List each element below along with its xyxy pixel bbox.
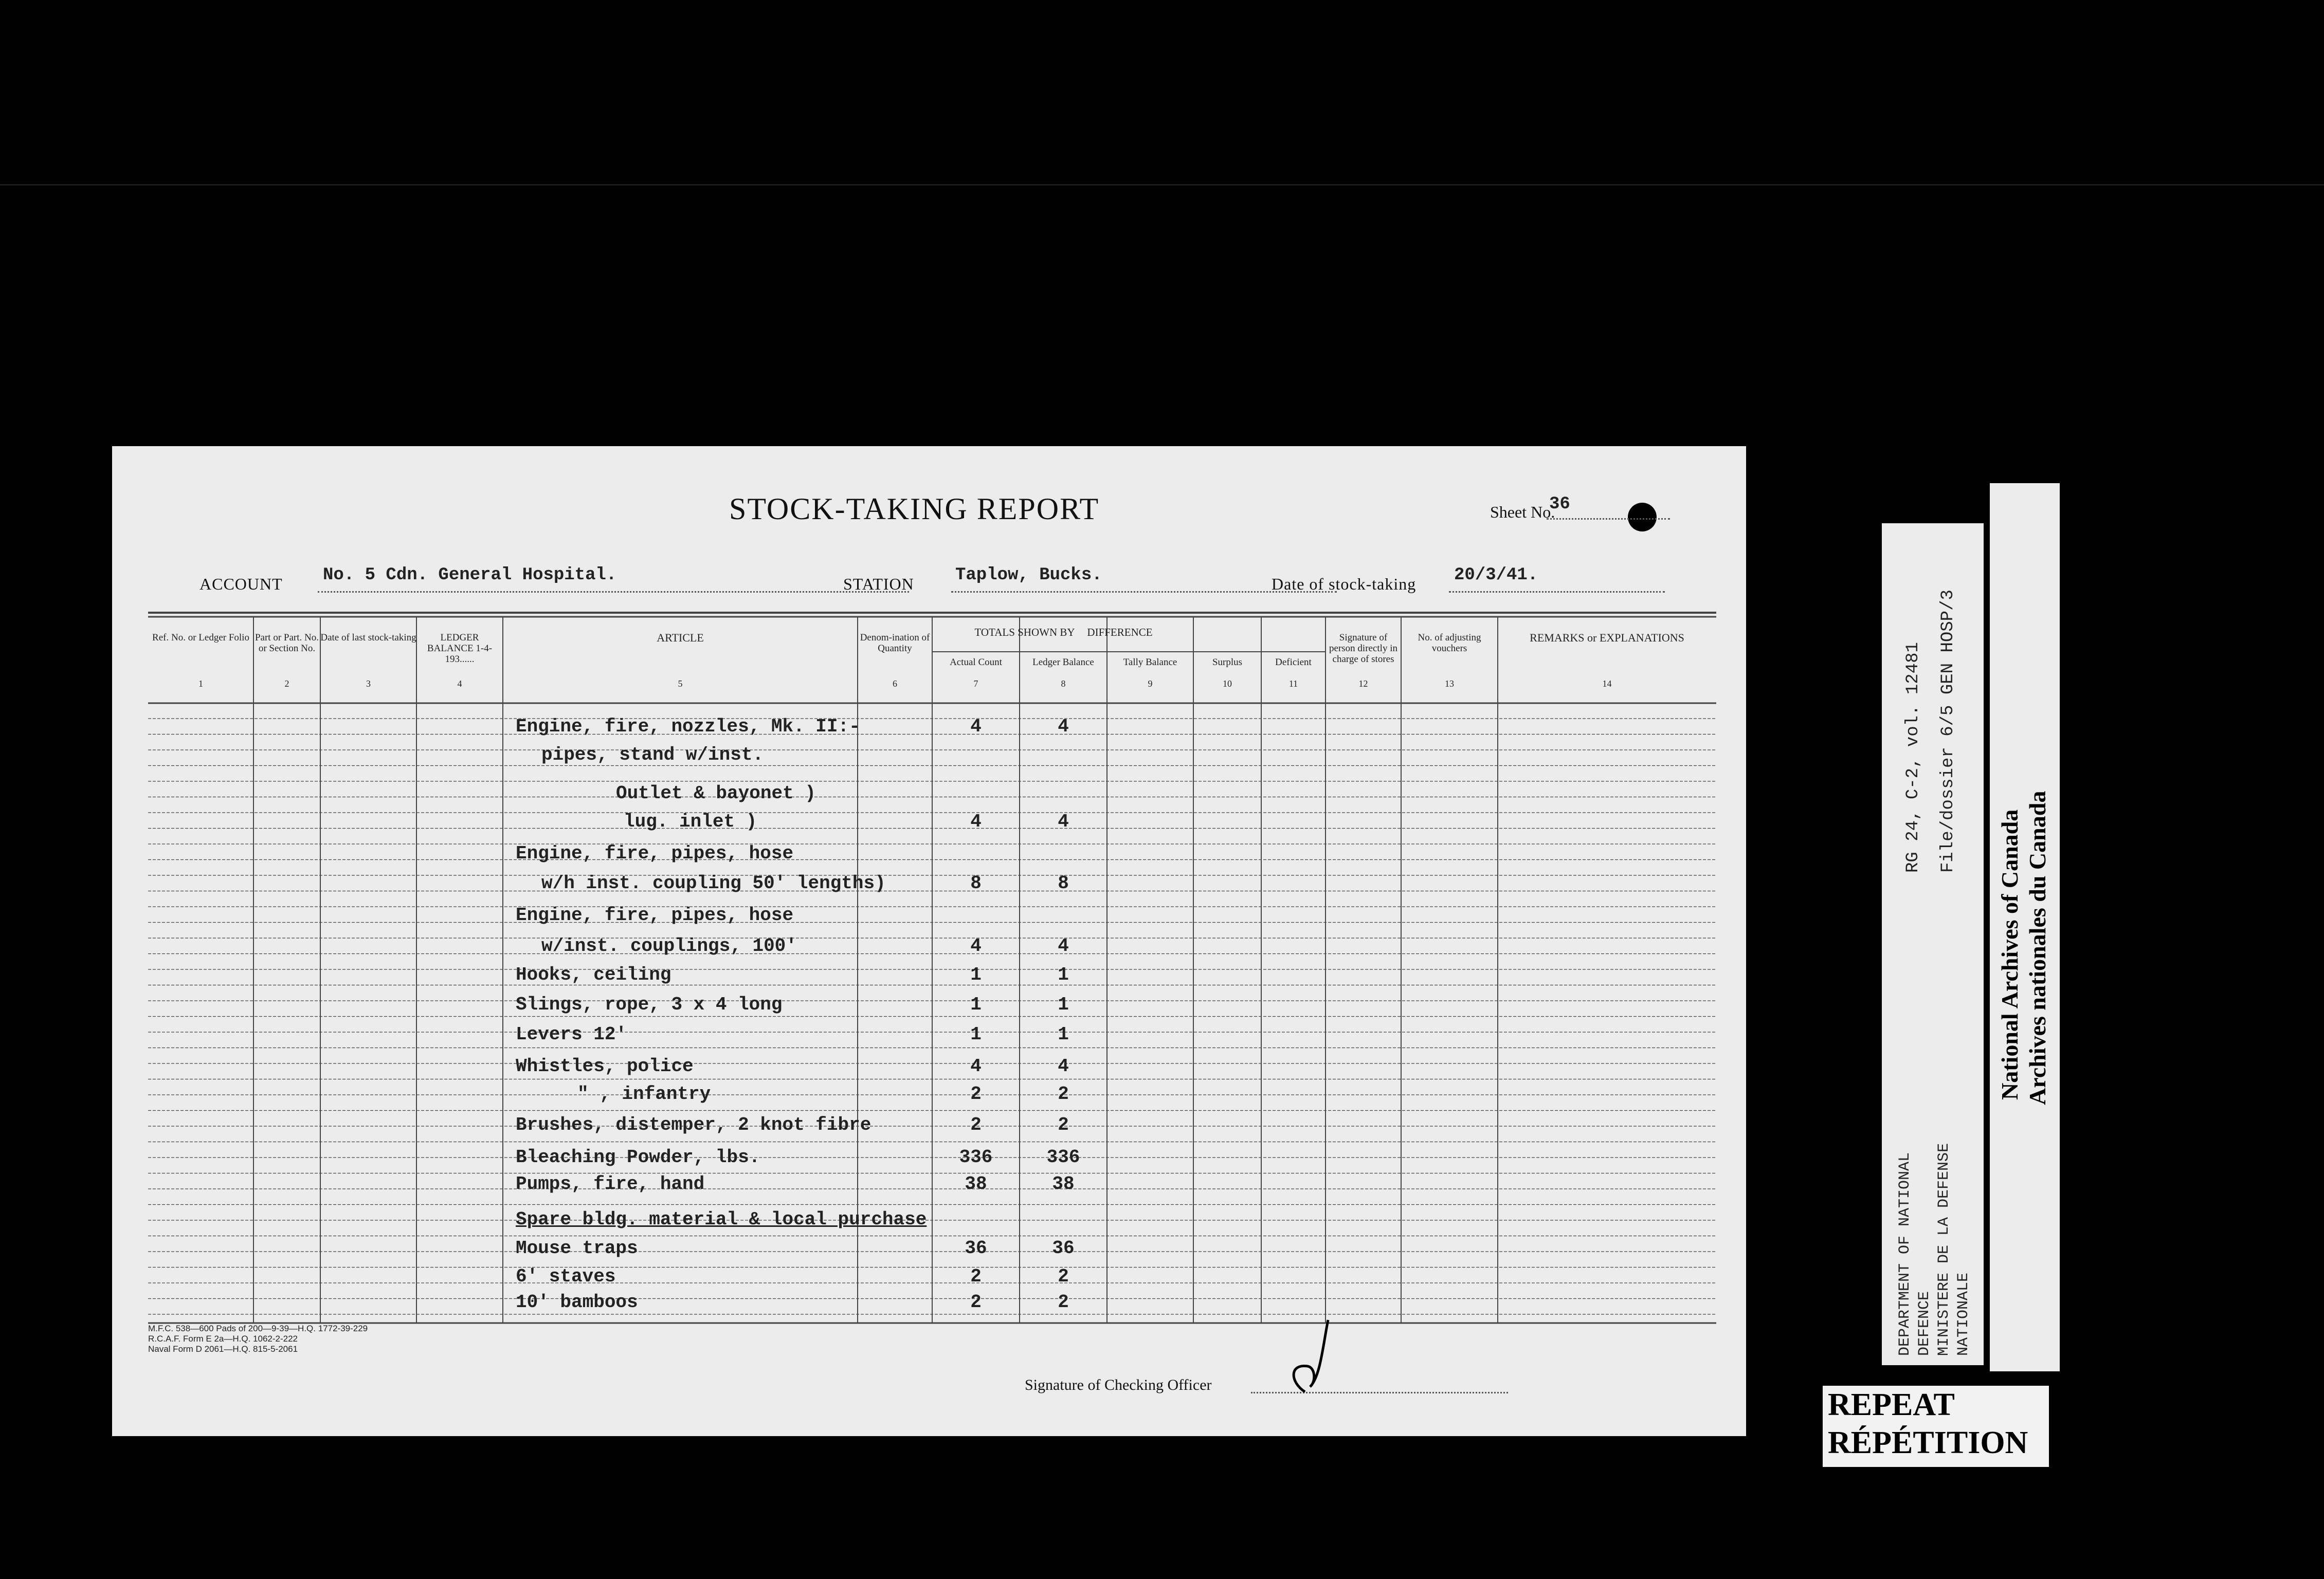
column-header-11: Deficient (1275, 657, 1312, 668)
repeat-french: RÉPÉTITION (1828, 1425, 2028, 1460)
actual-count: 8 (970, 873, 982, 894)
column-header-4: LEDGER BALANCE 1-4-193...... (427, 632, 493, 665)
national-archives-strip (1990, 483, 2060, 1371)
column-number-2: 2 (284, 678, 289, 689)
article-text: Brushes, distemper, 2 knot fibre (516, 1114, 872, 1135)
column-number-14: 14 (1602, 678, 1612, 689)
ledger-count: 4 (1058, 935, 1069, 957)
footnote-2: R.C.A.F. Form E 2a—H.Q. 1062-2-222 (148, 1334, 298, 1344)
ledger-count: 2 (1058, 1084, 1069, 1105)
actual-count: 36 (965, 1238, 987, 1259)
column-number-5: 5 (678, 678, 683, 689)
column-number-6: 6 (893, 678, 897, 689)
actual-count: 4 (970, 811, 982, 832)
actual-count: 1 (970, 1024, 982, 1045)
account-value: No. 5 Cdn. General Hospital. (323, 565, 617, 585)
column-header-13: No. of adjusting vouchers (1418, 632, 1481, 654)
article-text: 6' staves (516, 1266, 616, 1287)
article-text: Spare bldg. material & local purchase (516, 1209, 927, 1230)
actual-count: 2 (970, 1266, 982, 1287)
totals-group-header: TOTALS SHOWN BY (974, 626, 1075, 638)
column-header-6: Denom-ination of Quantity (860, 632, 930, 654)
archive-dept-line3: MINISTERE DE LA DEFENSE (1935, 1143, 1953, 1356)
column-number-7: 7 (973, 678, 978, 689)
article-text: pipes, stand w/inst. (541, 744, 764, 765)
article-text: 10' bamboos (516, 1292, 638, 1313)
actual-count: 336 (959, 1147, 993, 1168)
actual-count: 2 (970, 1292, 982, 1313)
column-number-8: 8 (1061, 678, 1066, 689)
ledger-count: 1 (1058, 964, 1069, 985)
ledger-count: 8 (1058, 873, 1069, 894)
sheet-number: 36 (1549, 494, 1570, 514)
article-text: Engine, fire, nozzles, Mk. II:- (516, 716, 860, 737)
article-text: Mouse traps (516, 1238, 638, 1259)
officer-signature (1279, 1315, 1341, 1397)
column-header-5: ARTICLE (657, 631, 704, 644)
actual-count: 38 (965, 1173, 987, 1195)
nac-french: Archives nationales du Canada (2024, 791, 2050, 1105)
ledger-count: 36 (1052, 1238, 1075, 1259)
footnote-1: M.F.C. 538—600 Pads of 200—9-39—H.Q. 1772-39-229 (148, 1324, 368, 1333)
column-number-11: 11 (1288, 678, 1298, 689)
film-frame-line (0, 184, 2324, 186)
article-text: Whistles, police (516, 1056, 694, 1077)
actual-count: 1 (970, 964, 982, 985)
column-header-7: Actual Count (950, 657, 1002, 668)
actual-count: 4 (970, 716, 982, 737)
column-number-12: 12 (1358, 678, 1368, 689)
repeat-stamp (1823, 1386, 2049, 1467)
date-label: Date of stock-taking (1272, 575, 1417, 593)
actual-count: 1 (970, 994, 982, 1015)
archive-ref-line1: RG 24, C-2, vol. 12481 (1903, 642, 1923, 873)
archive-dept-line4: NATIONALE (1955, 1272, 1972, 1356)
archive-ref-line2: File/dossier 6/5 GEN HOSP/3 (1938, 590, 1958, 873)
column-number-3: 3 (366, 678, 371, 689)
article-text: Slings, rope, 3 x 4 long (516, 994, 783, 1015)
ledger-count: 38 (1052, 1173, 1075, 1195)
signature-label: Signature of Checking Officer (1025, 1376, 1212, 1393)
article-text: Engine, fire, pipes, hose (516, 905, 794, 926)
column-number-13: 13 (1445, 678, 1454, 689)
column-number-1: 1 (198, 678, 203, 689)
account-label: ACCOUNT (199, 575, 283, 593)
footnote-3: Naval Form D 2061—H.Q. 815-5-2061 (148, 1344, 298, 1354)
ledger-count: 4 (1058, 811, 1069, 832)
article-text: Outlet & bayonet ) (616, 783, 816, 804)
column-number-9: 9 (1148, 678, 1153, 689)
article-text: " , infantry (577, 1084, 711, 1105)
archive-dept-line1: DEPARTMENT OF NATIONAL (1896, 1152, 1914, 1356)
ledger-count: 4 (1058, 1056, 1069, 1077)
ledger-count: 1 (1058, 994, 1069, 1015)
article-text: Hooks, ceiling (516, 964, 671, 985)
date-value: 20/3/41. (1454, 565, 1538, 585)
article-text: Levers 12' (516, 1024, 627, 1045)
form-title: STOCK-TAKING REPORT (729, 492, 1100, 526)
station-value: Taplow, Bucks. (955, 565, 1102, 585)
ledger-count: 2 (1058, 1292, 1069, 1313)
article-text: w/inst. couplings, 100' (541, 935, 797, 957)
column-header-9: Tally Balance (1123, 657, 1177, 668)
ledger-count: 2 (1058, 1266, 1069, 1287)
column-header-10: Surplus (1212, 657, 1243, 668)
ledger-count: 2 (1058, 1114, 1069, 1135)
sheet-label: Sheet No. (1490, 503, 1555, 521)
column-header-1: Ref. No. or Ledger Folio (152, 632, 249, 643)
column-header-2: Part or Part. No. or Section No. (255, 632, 319, 654)
stock-taking-form (112, 446, 1746, 1436)
archive-reference-strip (1882, 523, 1984, 1365)
article-text: Pumps, fire, hand (516, 1173, 705, 1195)
actual-count: 4 (970, 935, 982, 957)
column-header-14: REMARKS or EXPLANATIONS (1530, 631, 1684, 644)
repeat-english: REPEAT (1828, 1387, 1955, 1422)
column-header-12: Signature of person directly in charge of stores (1329, 632, 1397, 665)
column-number-4: 4 (457, 678, 462, 689)
actual-count: 2 (970, 1084, 982, 1105)
article-text: Engine, fire, pipes, hose (516, 843, 794, 864)
archive-dept-line2: DEFENCE (1916, 1291, 1933, 1356)
actual-count: 4 (970, 1056, 982, 1077)
table-grid (112, 446, 1746, 1436)
article-text: w/h inst. coupling 50' lengths) (541, 873, 886, 894)
ledger-count: 336 (1046, 1147, 1080, 1168)
article-text: lug. inlet ) (624, 811, 757, 832)
ledger-count: 1 (1058, 1024, 1069, 1045)
difference-group-header: DIFFERENCE (1087, 626, 1153, 638)
column-header-3: Date of last stock-taking (320, 632, 416, 643)
column-number-10: 10 (1223, 678, 1232, 689)
station-label: STATION (843, 575, 914, 593)
column-header-8: Ledger Balance (1032, 657, 1094, 668)
ledger-count: 4 (1058, 716, 1069, 737)
article-text: Bleaching Powder, lbs. (516, 1147, 760, 1168)
actual-count: 2 (970, 1114, 982, 1135)
nac-english: National Archives of Canada (1996, 809, 2023, 1100)
